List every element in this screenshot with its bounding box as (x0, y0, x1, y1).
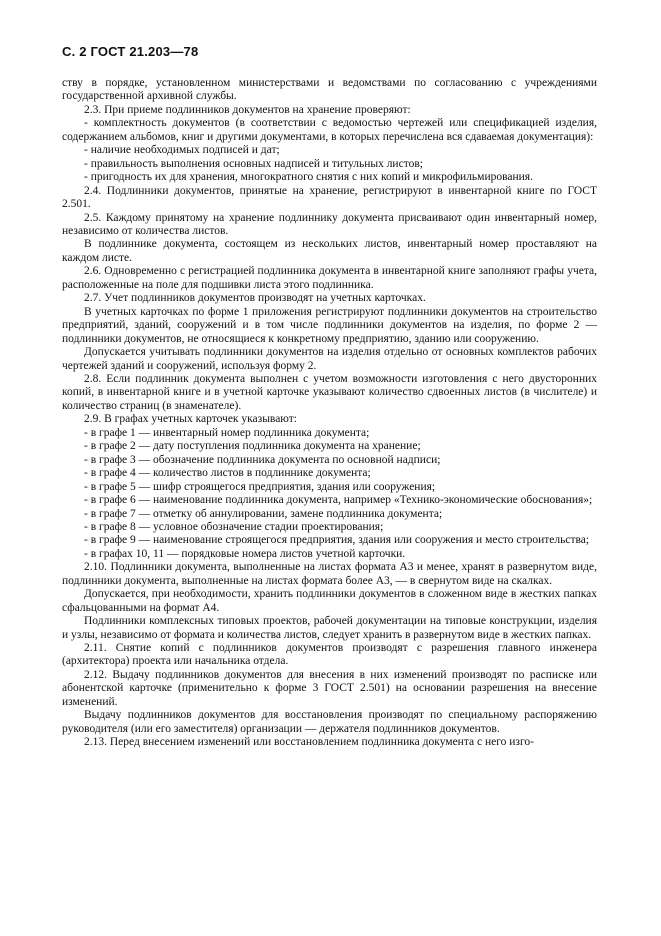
document-body (62, 77, 597, 750)
list-item: - в графе 2 — дату поступления подлинника документа на хранение; (84, 440, 421, 453)
list-item: - в графе 7 — отметку об аннулировании, замене подлинника документа; (84, 507, 443, 520)
paragraph: Допускается учитывать подлинники документов на изделия отдельно от основных комплектов рабочих чертежей зданий и сооружений, используя форму 2. (62, 346, 597, 372)
paragraph: В подлиннике документа, состоящем из нескольких листов, инвентарный номер проставляют на каждом листе. (62, 238, 597, 264)
paragraph: Подлинники комплексных типовых проектов, рабочей документации на типовые конструкции, изделия и узлы, независимо от формата и количества листов, следует хранить в развернутом виде в жестких папках. (62, 615, 597, 641)
paragraph: В учетных карточках по форме 1 приложения регистрируют подлинники документов на строительство предприятий, зданий, сооружений и в том числе подлинники документов на изделия, по форме 2 — подлинники документов, не относящиеся к конкретному предприятию, зданию или сооружению. (62, 305, 597, 345)
page-header: С. 2 ГОСТ 21.203—78 (62, 44, 199, 59)
list-item: - в графах 10, 11 — порядковые номера листов учетной карточки. (84, 547, 406, 560)
paragraph: 2.12. Выдачу подлинников документов для внесения в них изменений производят по расписке или абонентской карточке (применительно к форме 3 ГОСТ 2.501) на основании разрешения на внесение изменений. (62, 668, 597, 708)
paragraph: Выдачу подлинников документов для восстановления производят по специальному распоряжению руководителя (или его заместителя) организации — держателя подлинников документов. (62, 709, 597, 735)
paragraph: 2.7. Учет подлинников документов производят на учетных карточках. (84, 292, 426, 305)
paragraph: 2.6. Одновременно с регистрацией подлинника документа в инвентарной книге заполняют графы учета, расположенные на поле для подшивки листа этого подлинника. (62, 265, 597, 291)
list-item: - в графе 9 — наименование строящегося предприятия, здания или сооружения и место строительства; (84, 534, 590, 547)
paragraph: ству в порядке, установленном министерствами и ведомствами по согласованию с учреждениями государственной архивной службы. (62, 77, 597, 103)
list-item: - комплектность документов (в соответствии с ведомостью чертежей или спецификацией изделия, содержанием альбомов, книг и другими документами, в которых перечислена вся сдаваемая документация): (62, 117, 597, 143)
paragraph: 2.11. Снятие копий с подлинников документов производят с разрешения главного инженера (архитектора) проекта или начальника отдела. (62, 642, 597, 668)
paragraph: 2.13. Перед внесением изменений или восстановлением подлинника документа с него изго- (84, 736, 534, 749)
paragraph: 2.4. Подлинники документов, принятые на хранение, регистрируют в инвентарной книге по ГОСТ 2.501. (62, 184, 597, 211)
list-item: - пригодность их для хранения, многократного снятия с них копий и микрофильмирования. (84, 171, 533, 184)
list-item: - наличие необходимых подписей и дат; (84, 144, 280, 157)
paragraph: 2.9. В графах учетных карточек указывают: (84, 413, 297, 426)
paragraph: 2.10. Подлинники документа, выполненные на листах формата А3 и менее, хранят в развернутом виде, подлинники документа, выполненные на листах формата более А3, — в свернутом виде на скалках. (62, 561, 597, 587)
list-item: - в графе 1 — инвентарный номер подлинника документа; (84, 426, 370, 439)
paragraph: 2.3. При приеме подлинников документов на хранение проверяют: (84, 103, 411, 116)
paragraph: 2.5. Каждому принятому на хранение подлиннику документа присваивают один инвентарный номер, независимо от количества листов. (62, 211, 597, 237)
paragraph: 2.8. Если подлинник документа выполнен с учетом возможности изготовления с него двусторонних копий, в инвентарной книге и в учетной карточке указывают количество сдвоенных листов (в числителе) и количество страниц (в знаменателе). (62, 372, 597, 412)
list-item: - в графе 6 — наименование подлинника документа, например «Технико-экономические обоснования»; (84, 494, 593, 507)
list-item: - в графе 3 — обозначение подлинника документа по основной надписи; (84, 453, 441, 466)
list-item: - правильность выполнения основных надписей и титульных листов; (84, 157, 423, 170)
paragraph: Допускается, при необходимости, хранить подлинники документов в сложенном виде в жестких папках сфальцованными на формат А4. (62, 588, 597, 614)
list-item: - в графе 5 — шифр строящегося предприятия, здания или сооружения; (84, 480, 436, 493)
list-item: - в графе 4 — количество листов в подлиннике документа; (84, 467, 371, 480)
list-item: - в графе 8 — условное обозначение стадии проектирования; (84, 520, 384, 533)
